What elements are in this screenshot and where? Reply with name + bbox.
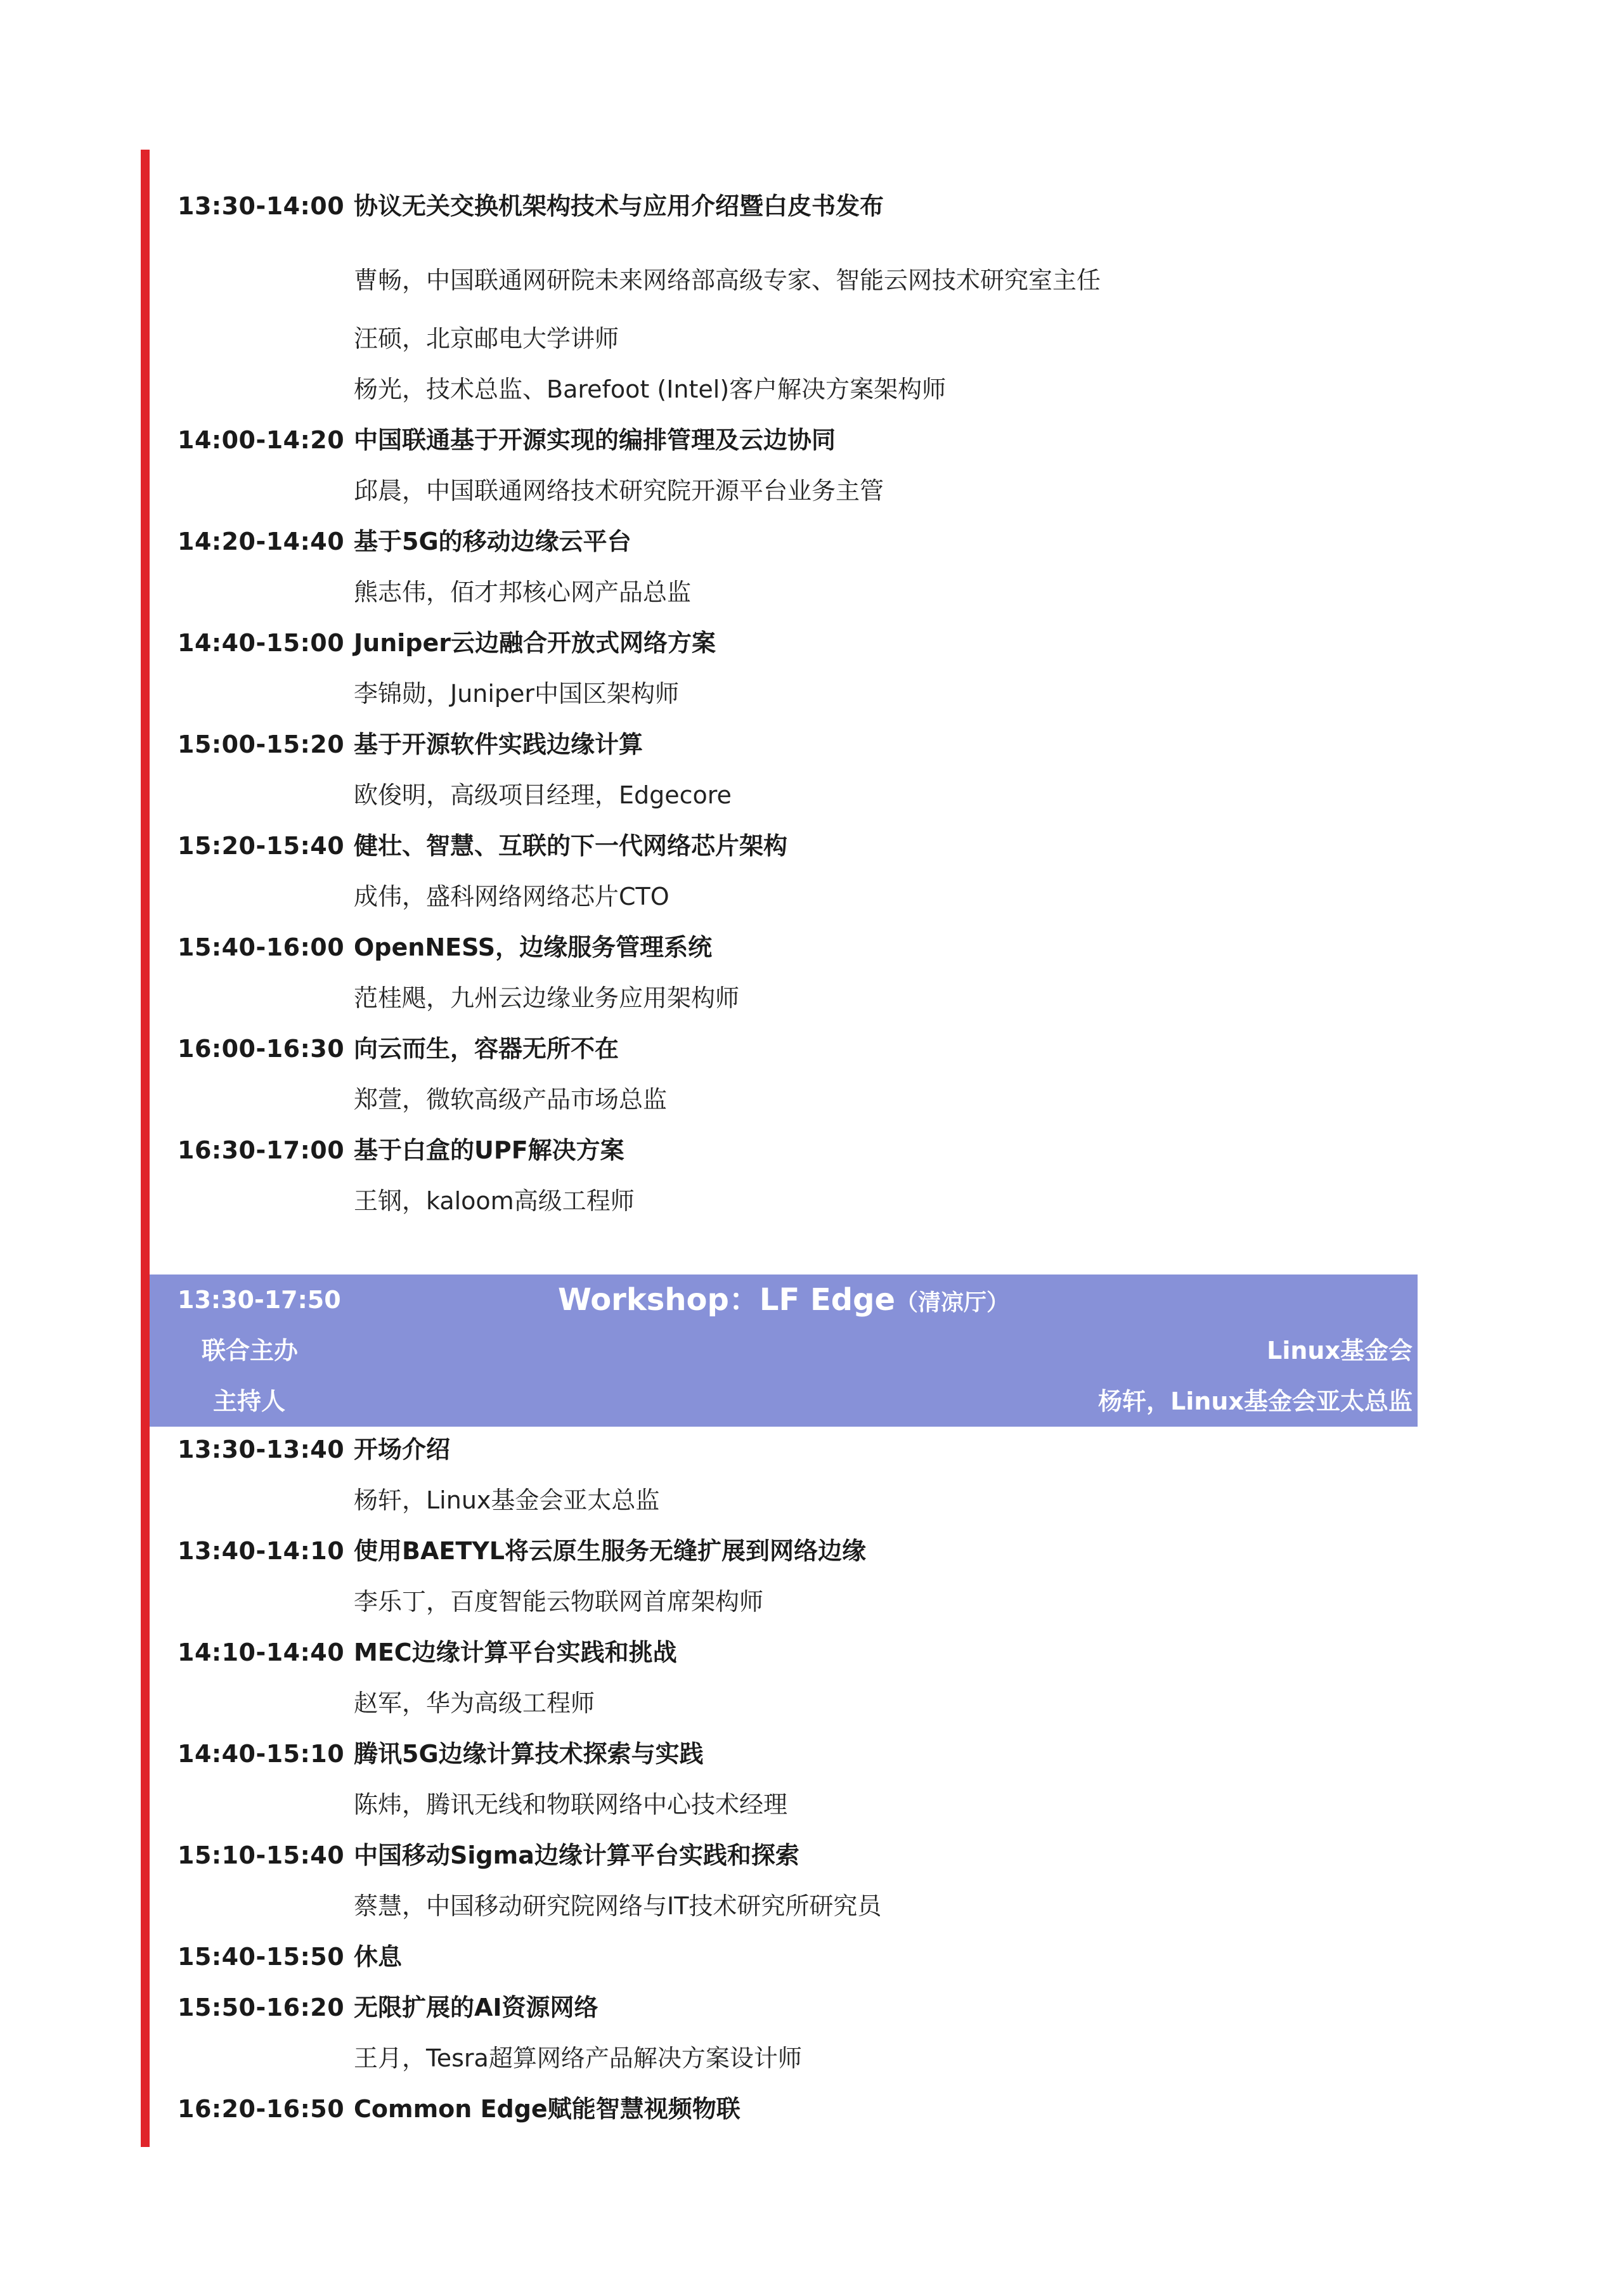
speaker-row [178, 1576, 1445, 1627]
organizer-label: 联合主办 [202, 1337, 299, 1365]
accent-bar [141, 150, 150, 2147]
session-time: 13:40-14:10 [178, 1537, 345, 1565]
session-speaker: 杨轩，Linux基金会亚太总监 [354, 1486, 660, 1514]
session-title: MEC边缘计算平台实践和挑战 [354, 1638, 677, 1666]
agenda-block-1 [178, 165, 1445, 1226]
session-title: 使用BAETYL将云原生服务无缝扩展到网络边缘 [354, 1537, 866, 1565]
session-speaker: 李乐丁，百度智能云物联网首席架构师 [354, 1588, 764, 1616]
session-title: Common Edge赋能智慧视频物联 [354, 2095, 740, 2123]
session-title: 开场介绍 [354, 1436, 451, 1463]
workshop-room: （清凉厅） [895, 1290, 1010, 1316]
speaker-row [178, 313, 1445, 364]
session-speaker: 王月，Tesra超算网络产品解决方案设计师 [354, 2044, 802, 2072]
speaker-row [178, 973, 1445, 1023]
speaker-row [178, 364, 1445, 415]
organizer-value: Linux基金会 [1267, 1337, 1413, 1365]
session-time: 15:20-15:40 [178, 832, 345, 860]
session-speaker: 杨光，技术总监、Barefoot (Intel)客户解决方案架构师 [354, 375, 947, 403]
agenda-row [178, 165, 1445, 247]
session-title: 腾讯5G边缘计算技术探索与实践 [354, 1740, 704, 1768]
session-time: 14:40-15:00 [178, 629, 345, 657]
agenda-row [178, 1526, 1445, 1576]
speaker-row [178, 770, 1445, 820]
session-time: 15:40-15:50 [178, 1943, 345, 1971]
speaker-row [178, 567, 1445, 618]
session-speaker: 邱晨，中国联通网络技术研究院开源平台业务主管 [354, 477, 884, 505]
agenda-row [178, 1728, 1445, 1779]
session-time: 14:40-15:10 [178, 1740, 345, 1768]
speaker-row [178, 1475, 1445, 1526]
speaker-row [178, 1678, 1445, 1728]
session-speaker: 王钢，kaloom高级工程师 [354, 1187, 635, 1215]
session-title: 基于开源软件实践边缘计算 [354, 730, 643, 758]
session-speaker: 熊志伟，佰才邦核心网产品总监 [354, 578, 692, 606]
session-title: 基于5G的移动边缘云平台 [354, 528, 631, 555]
session-title: 健壮、智慧、互联的下一代网络芯片架构 [354, 832, 788, 860]
agenda-row [178, 1627, 1445, 1678]
workshop-host-row [150, 1376, 1418, 1427]
agenda-row [178, 1023, 1445, 1074]
session-time: 14:00-14:20 [178, 426, 345, 454]
agenda-row [178, 618, 1445, 668]
session-time: 13:30-13:40 [178, 1436, 345, 1463]
session-time: 15:50-16:20 [178, 1994, 345, 2021]
speaker-row [178, 1881, 1445, 1931]
agenda-row [178, 1931, 1445, 1982]
agenda-row [178, 1830, 1445, 1881]
speaker-row [178, 871, 1445, 922]
workshop-organizer-row [150, 1325, 1418, 1376]
session-time: 16:20-16:50 [178, 2095, 345, 2123]
session-title: 无限扩展的AI资源网络 [354, 1994, 598, 2021]
agenda-row [178, 719, 1445, 770]
session-time: 15:40-16:00 [178, 933, 345, 961]
session-time: 14:20-14:40 [178, 528, 345, 555]
session-speaker: 汪硕，北京邮电大学讲师 [354, 325, 619, 353]
session-title: 中国联通基于开源实现的编排管理及云边协同 [354, 426, 836, 454]
speaker-row [178, 1779, 1445, 1830]
speaker-row [178, 247, 1445, 313]
session-time: 15:10-15:40 [178, 1841, 345, 1869]
workshop-title [150, 1274, 1418, 1328]
session-title: 向云而生，容器无所不在 [354, 1035, 619, 1063]
workshop-title-text: Workshop：LF Edge [557, 1282, 896, 1318]
workshop-title-row [150, 1274, 1418, 1325]
session-title: 基于白盒的UPF解决方案 [354, 1136, 624, 1164]
session-title: 中国移动Sigma边缘计算平台实践和探索 [354, 1841, 799, 1869]
session-title: 协议无关交换机架构技术与应用介绍暨白皮书发布 [354, 192, 884, 220]
speaker-row [178, 1176, 1445, 1226]
speaker-row [178, 465, 1445, 516]
agenda-row [178, 2084, 1445, 2134]
agenda-row [178, 1982, 1445, 2033]
workshop-time: 13:30-17:50 [178, 1286, 341, 1314]
session-title: OpenNESS，边缘服务管理系统 [354, 933, 713, 961]
host-value: 杨轩，Linux基金会亚太总监 [1098, 1387, 1413, 1415]
session-speaker: 欧俊明，高级项目经理，Edgecore [354, 781, 732, 809]
session-time: 13:30-14:00 [178, 192, 345, 220]
session-time: 16:00-16:30 [178, 1035, 345, 1063]
session-speaker: 陈炜，腾讯无线和物联网络中心技术经理 [354, 1791, 788, 1819]
session-time: 15:00-15:20 [178, 730, 345, 758]
agenda-row [178, 1424, 1445, 1475]
session-speaker: 郑萱，微软高级产品市场总监 [354, 1086, 668, 1113]
session-speaker: 李锦勋，Juniper中国区架构师 [354, 680, 680, 708]
speaker-row [178, 668, 1445, 719]
agenda-row [178, 415, 1445, 465]
agenda-block-2 [178, 1424, 1445, 2134]
speaker-row [178, 1074, 1445, 1125]
session-time: 16:30-17:00 [178, 1136, 345, 1164]
session-title: 休息 [354, 1943, 403, 1971]
session-speaker: 蔡慧，中国移动研究院网络与IT技术研究所研究员 [354, 1892, 882, 1920]
session-speaker: 成伟，盛科网络网络芯片CTO [354, 883, 669, 911]
workshop-header [150, 1274, 1418, 1427]
agenda-row [178, 922, 1445, 973]
agenda-row [178, 516, 1445, 567]
session-speaker: 曹畅，中国联通网研院未来网络部高级专家、智能云网技术研究室主任 [354, 266, 1101, 294]
agenda-row [178, 1125, 1445, 1176]
agenda-row [178, 820, 1445, 871]
speaker-row [178, 2033, 1445, 2084]
session-speaker: 范桂飓，九州云边缘业务应用架构师 [354, 984, 740, 1012]
host-label: 主持人 [213, 1387, 286, 1415]
session-time: 14:10-14:40 [178, 1638, 345, 1666]
session-speaker: 赵军，华为高级工程师 [354, 1689, 595, 1717]
session-title: Juniper云边融合开放式网络方案 [354, 629, 716, 657]
